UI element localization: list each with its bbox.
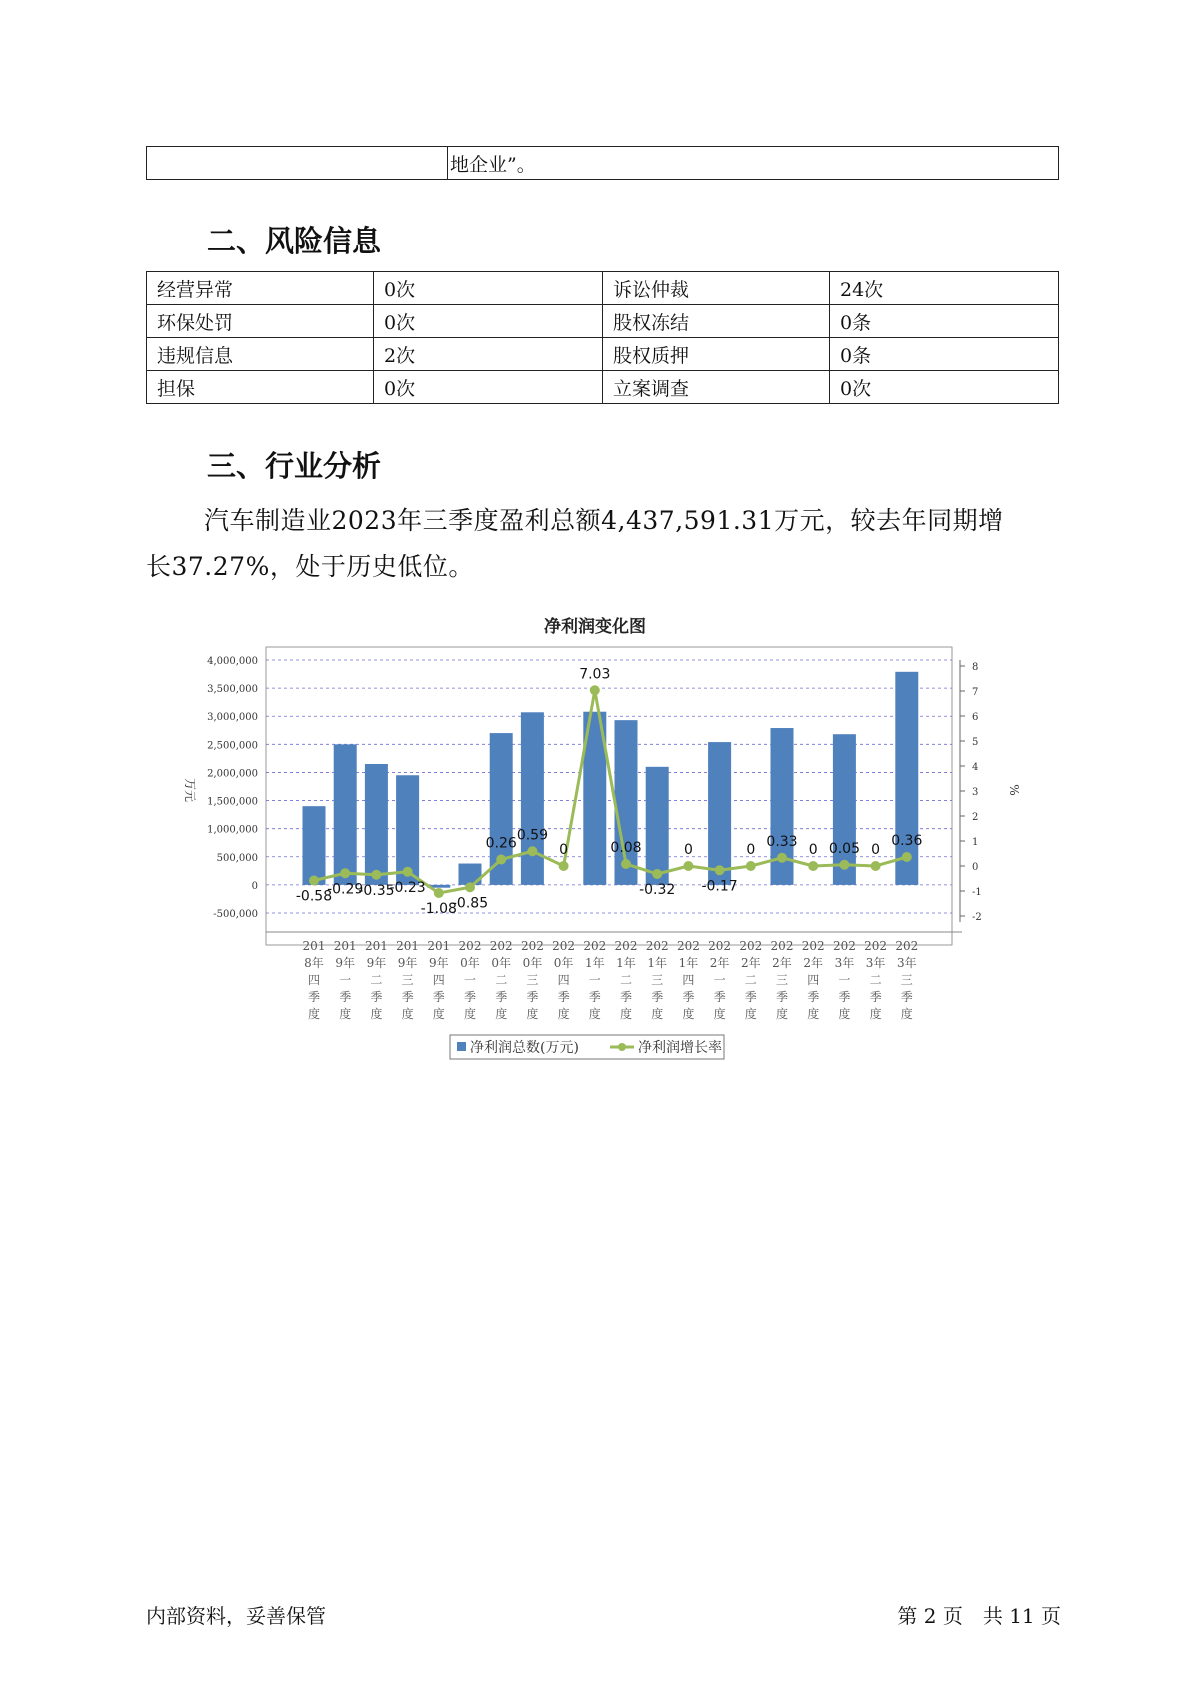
x-tick-label: 202 — [739, 939, 763, 953]
growth-rate-point — [652, 869, 662, 879]
x-tick-label: 度 — [588, 1007, 601, 1021]
x-tick-label: 季 — [900, 990, 913, 1004]
x-tick-label: 0年 — [460, 956, 480, 970]
risk-label: 环保处罚 — [147, 305, 374, 338]
data-label: 0.26 — [485, 835, 517, 852]
growth-rate-point — [902, 852, 912, 862]
y2-tick-label: 1 — [972, 837, 979, 848]
bar — [334, 744, 357, 885]
x-tick-label: 二 — [370, 973, 383, 987]
y-tick-label: 2,000,000 — [207, 768, 258, 780]
risk-value: 0次 — [374, 272, 603, 305]
x-tick-label: 202 — [832, 939, 856, 953]
table-row — [147, 272, 1059, 305]
x-tick-label: 度 — [744, 1007, 757, 1021]
bar — [708, 742, 731, 885]
x-tick-label: 2年 — [803, 956, 824, 970]
y2-tick-label: 0 — [972, 862, 979, 873]
x-tick-label: 四 — [557, 973, 570, 987]
x-tick-label: 度 — [432, 1007, 445, 1021]
y2-tick-label: -1 — [972, 887, 982, 898]
x-tick-label: 四 — [807, 973, 820, 987]
x-tick-label: 四 — [682, 973, 695, 987]
x-tick-label: 202 — [708, 939, 732, 953]
x-tick-label: 四 — [307, 973, 321, 987]
footer-confidential: 内部资料，妥善保管 — [146, 1604, 326, 1628]
x-tick-label: 202 — [614, 939, 638, 953]
growth-rate-point — [777, 853, 787, 863]
x-tick-label: 3年 — [834, 956, 855, 970]
x-tick-label: 1年 — [616, 956, 636, 970]
growth-rate-point — [715, 865, 725, 875]
risk-value: 0条 — [830, 305, 1059, 338]
growth-rate-point — [465, 882, 475, 892]
x-tick-label: 一 — [838, 973, 851, 987]
x-tick-label: 二 — [869, 973, 882, 987]
x-tick-label: 9年 — [397, 956, 418, 970]
x-tick-label: 季 — [526, 990, 539, 1004]
y2-axis-label: % — [1007, 784, 1021, 796]
x-tick-label: 201 — [396, 939, 420, 953]
x-tick-label: 度 — [713, 1007, 726, 1021]
risk-value: 0次 — [374, 305, 603, 338]
x-tick-label: 0年 — [491, 956, 512, 970]
bar — [521, 712, 544, 885]
x-tick-label: 季 — [619, 990, 633, 1004]
growth-rate-point — [808, 861, 818, 871]
x-tick-label: 201 — [333, 939, 357, 953]
x-tick-label: 度 — [495, 1007, 508, 1021]
net-profit-chart — [160, 610, 1040, 1080]
risk-table — [146, 271, 1059, 404]
growth-rate-point — [496, 855, 506, 865]
x-tick-label: 季 — [682, 990, 695, 1004]
growth-rate-point — [683, 861, 693, 871]
total-pages: 11 — [1009, 1604, 1035, 1628]
x-tick-label: 度 — [900, 1007, 913, 1021]
x-tick-label: 1年 — [678, 956, 699, 970]
risk-value: 2次 — [374, 338, 603, 371]
data-label: 0.36 — [891, 833, 923, 849]
growth-rate-point — [559, 861, 569, 871]
x-tick-label: 度 — [526, 1007, 539, 1021]
growth-rate-point — [340, 868, 350, 878]
x-tick-label: 度 — [370, 1007, 383, 1021]
x-tick-label: 季 — [495, 990, 508, 1004]
data-label: 0 — [746, 842, 756, 858]
x-tick-label: 2年 — [709, 956, 730, 970]
x-tick-label: 9年 — [366, 956, 387, 970]
x-tick-label: 一 — [713, 973, 726, 987]
data-label: 0 — [683, 842, 693, 858]
risk-value: 24次 — [830, 272, 1059, 305]
top-table-left-cell — [147, 147, 448, 180]
x-tick-label: 季 — [401, 990, 414, 1004]
analysis-paragraph-line2: 长37.27%，处于历史低位。 — [146, 552, 474, 581]
x-tick-label: 3年 — [865, 956, 886, 970]
analysis-paragraph-line1: 汽车制造业2023年三季度盈利总额4,437,591.31万元，较去年同期增 — [204, 506, 1004, 535]
section-title-industry: 三、行业分析 — [207, 449, 382, 483]
x-tick-label: 一 — [588, 973, 601, 987]
y-tick-label: 3,000,000 — [207, 712, 258, 724]
growth-rate-point — [839, 860, 849, 870]
x-tick-label: 季 — [370, 990, 383, 1004]
x-tick-label: 四 — [432, 973, 445, 987]
x-tick-label: 季 — [463, 990, 477, 1004]
x-tick-label: 三 — [900, 973, 913, 987]
data-label: -0.23 — [389, 879, 426, 896]
x-tick-label: 度 — [557, 1007, 570, 1021]
bar — [303, 806, 326, 885]
data-label: 0.08 — [610, 840, 642, 856]
page-label-mid: 页 共 — [942, 1604, 1003, 1628]
x-tick-label: 季 — [651, 990, 664, 1004]
x-tick-label: 202 — [770, 939, 794, 953]
x-tick-label: 0年 — [522, 956, 543, 970]
y-tick-label: 1,000,000 — [207, 824, 258, 836]
x-tick-label: 9年 — [335, 956, 356, 970]
table-row — [147, 371, 1059, 404]
x-tick-label: 2年 — [740, 956, 761, 970]
y2-tick-label: 2 — [972, 812, 979, 823]
y2-tick-label: -2 — [972, 912, 982, 923]
legend-label-line: 净利润增长率 — [638, 1040, 722, 1056]
risk-label: 违规信息 — [147, 338, 374, 371]
x-tick-label: 202 — [676, 939, 700, 953]
x-tick-label: 一 — [339, 973, 352, 987]
x-tick-label: 一 — [463, 973, 477, 987]
data-label: 0.05 — [828, 840, 860, 857]
growth-rate-point — [403, 867, 413, 877]
data-label: -0.85 — [451, 895, 489, 912]
x-tick-label: 0年 — [553, 956, 574, 970]
x-tick-label: 三 — [526, 973, 539, 987]
x-tick-label: 度 — [619, 1007, 633, 1021]
table-row — [147, 305, 1059, 338]
data-label: 0 — [559, 842, 569, 858]
x-tick-label: 季 — [307, 990, 321, 1004]
y-axis-label: 万元 — [183, 777, 197, 803]
y2-tick-label: 4 — [972, 762, 979, 773]
x-tick-label: 202 — [583, 939, 607, 953]
x-tick-label: 二 — [619, 973, 633, 987]
x-tick-label: 度 — [307, 1007, 321, 1021]
x-tick-label: 三 — [401, 973, 414, 987]
x-tick-label: 202 — [801, 939, 825, 953]
data-label: -0.29 — [327, 881, 364, 898]
y-tick-label: 2,500,000 — [207, 740, 258, 752]
page-number: 2 — [923, 1604, 937, 1628]
x-tick-label: 度 — [838, 1007, 851, 1021]
top-table-right-cell: 地企业”。 — [448, 147, 1059, 180]
x-tick-label: 季 — [713, 990, 726, 1004]
bar — [646, 767, 669, 885]
x-tick-label: 度 — [339, 1007, 352, 1021]
data-label: 0.33 — [766, 833, 798, 850]
growth-rate-point — [621, 859, 631, 869]
data-label: 7.03 — [579, 666, 611, 683]
data-label: -0.17 — [701, 878, 738, 895]
x-tick-label: 季 — [588, 990, 601, 1004]
x-tick-label: 201 — [302, 939, 326, 953]
y2-tick-label: 5 — [972, 737, 979, 748]
y-tick-label: 500,000 — [216, 852, 258, 864]
risk-value: 0条 — [830, 338, 1059, 371]
y-tick-label: -500,000 — [213, 909, 258, 920]
x-tick-label: 二 — [495, 973, 508, 987]
x-tick-label: 202 — [895, 939, 919, 953]
data-label: 0.59 — [516, 827, 548, 844]
data-label: -0.35 — [358, 882, 395, 899]
legend-label-bar: 净利润总数(万元) — [470, 1040, 579, 1056]
x-tick-label: 度 — [463, 1007, 477, 1021]
y2-tick-label: 8 — [972, 662, 979, 673]
risk-label: 担保 — [147, 371, 374, 404]
x-tick-label: 季 — [775, 990, 789, 1004]
x-tick-label: 3年 — [896, 956, 917, 970]
growth-rate-point — [371, 870, 381, 880]
risk-value: 0次 — [830, 371, 1059, 404]
x-tick-label: 202 — [520, 939, 544, 953]
growth-rate-point — [871, 861, 881, 871]
x-tick-label: 季 — [869, 990, 882, 1004]
x-tick-label: 1年 — [584, 956, 605, 970]
growth-rate-point — [746, 861, 756, 871]
x-tick-label: 202 — [489, 939, 513, 953]
data-label: 0 — [871, 842, 881, 858]
footer-page-info — [897, 1600, 1061, 1629]
x-tick-label: 8年 — [304, 956, 324, 970]
legend-swatch-point — [618, 1043, 626, 1051]
x-tick-label: 202 — [458, 939, 482, 953]
x-tick-label: 202 — [864, 939, 888, 953]
y-tick-label: 3,500,000 — [207, 684, 258, 696]
section-title-risk: 二、风险信息 — [207, 224, 382, 258]
y2-tick-label: 7 — [972, 687, 979, 698]
legend-swatch-bar — [457, 1042, 466, 1051]
y-tick-label: 4,000,000 — [207, 656, 258, 667]
y-tick-label: 0 — [251, 880, 258, 892]
chart-title: 净利润变化图 — [544, 617, 646, 637]
data-label: -0.58 — [295, 888, 333, 905]
x-tick-label: 度 — [401, 1007, 414, 1021]
x-tick-label: 二 — [744, 973, 757, 987]
risk-label: 股权冻结 — [603, 305, 830, 338]
growth-rate-point — [527, 846, 537, 856]
x-tick-label: 202 — [552, 939, 576, 953]
x-tick-label: 度 — [651, 1007, 664, 1021]
risk-value: 0次 — [374, 371, 603, 404]
x-tick-label: 度 — [775, 1007, 789, 1021]
x-tick-label: 2年 — [772, 956, 792, 970]
x-tick-label: 201 — [427, 939, 451, 953]
data-label: -1.08 — [420, 901, 457, 917]
growth-rate-point — [590, 685, 600, 695]
data-label: -0.32 — [639, 882, 676, 898]
risk-label: 诉讼仲裁 — [603, 272, 830, 305]
x-tick-label: 三 — [775, 973, 789, 987]
risk-label: 经营异常 — [147, 272, 374, 305]
x-tick-label: 201 — [364, 939, 388, 953]
x-tick-label: 度 — [807, 1007, 820, 1021]
x-tick-label: 季 — [807, 990, 820, 1004]
x-tick-label: 季 — [744, 990, 757, 1004]
data-label: 0 — [808, 842, 818, 858]
x-tick-label: 三 — [651, 973, 664, 987]
x-tick-label: 季 — [838, 990, 851, 1004]
risk-label: 立案调查 — [603, 371, 830, 404]
bar — [365, 764, 388, 885]
x-tick-label: 度 — [869, 1007, 882, 1021]
growth-rate-point — [309, 876, 319, 886]
x-tick-label: 1年 — [647, 956, 668, 970]
table-row — [147, 338, 1059, 371]
x-tick-label: 度 — [682, 1007, 695, 1021]
x-tick-label: 季 — [557, 990, 570, 1004]
x-tick-label: 9年 — [428, 956, 449, 970]
page-label-suffix: 页 — [1041, 1604, 1061, 1628]
y-tick-label: 1,500,000 — [207, 796, 258, 808]
x-tick-label: 季 — [339, 990, 352, 1004]
top-table — [146, 146, 1059, 180]
risk-label: 股权质押 — [603, 338, 830, 371]
y2-tick-label: 3 — [972, 787, 979, 798]
growth-rate-point — [434, 888, 444, 898]
x-tick-label: 季 — [432, 990, 445, 1004]
y2-tick-label: 6 — [972, 712, 979, 723]
x-tick-label: 202 — [645, 939, 669, 953]
page-label-prefix: 第 — [897, 1604, 918, 1628]
